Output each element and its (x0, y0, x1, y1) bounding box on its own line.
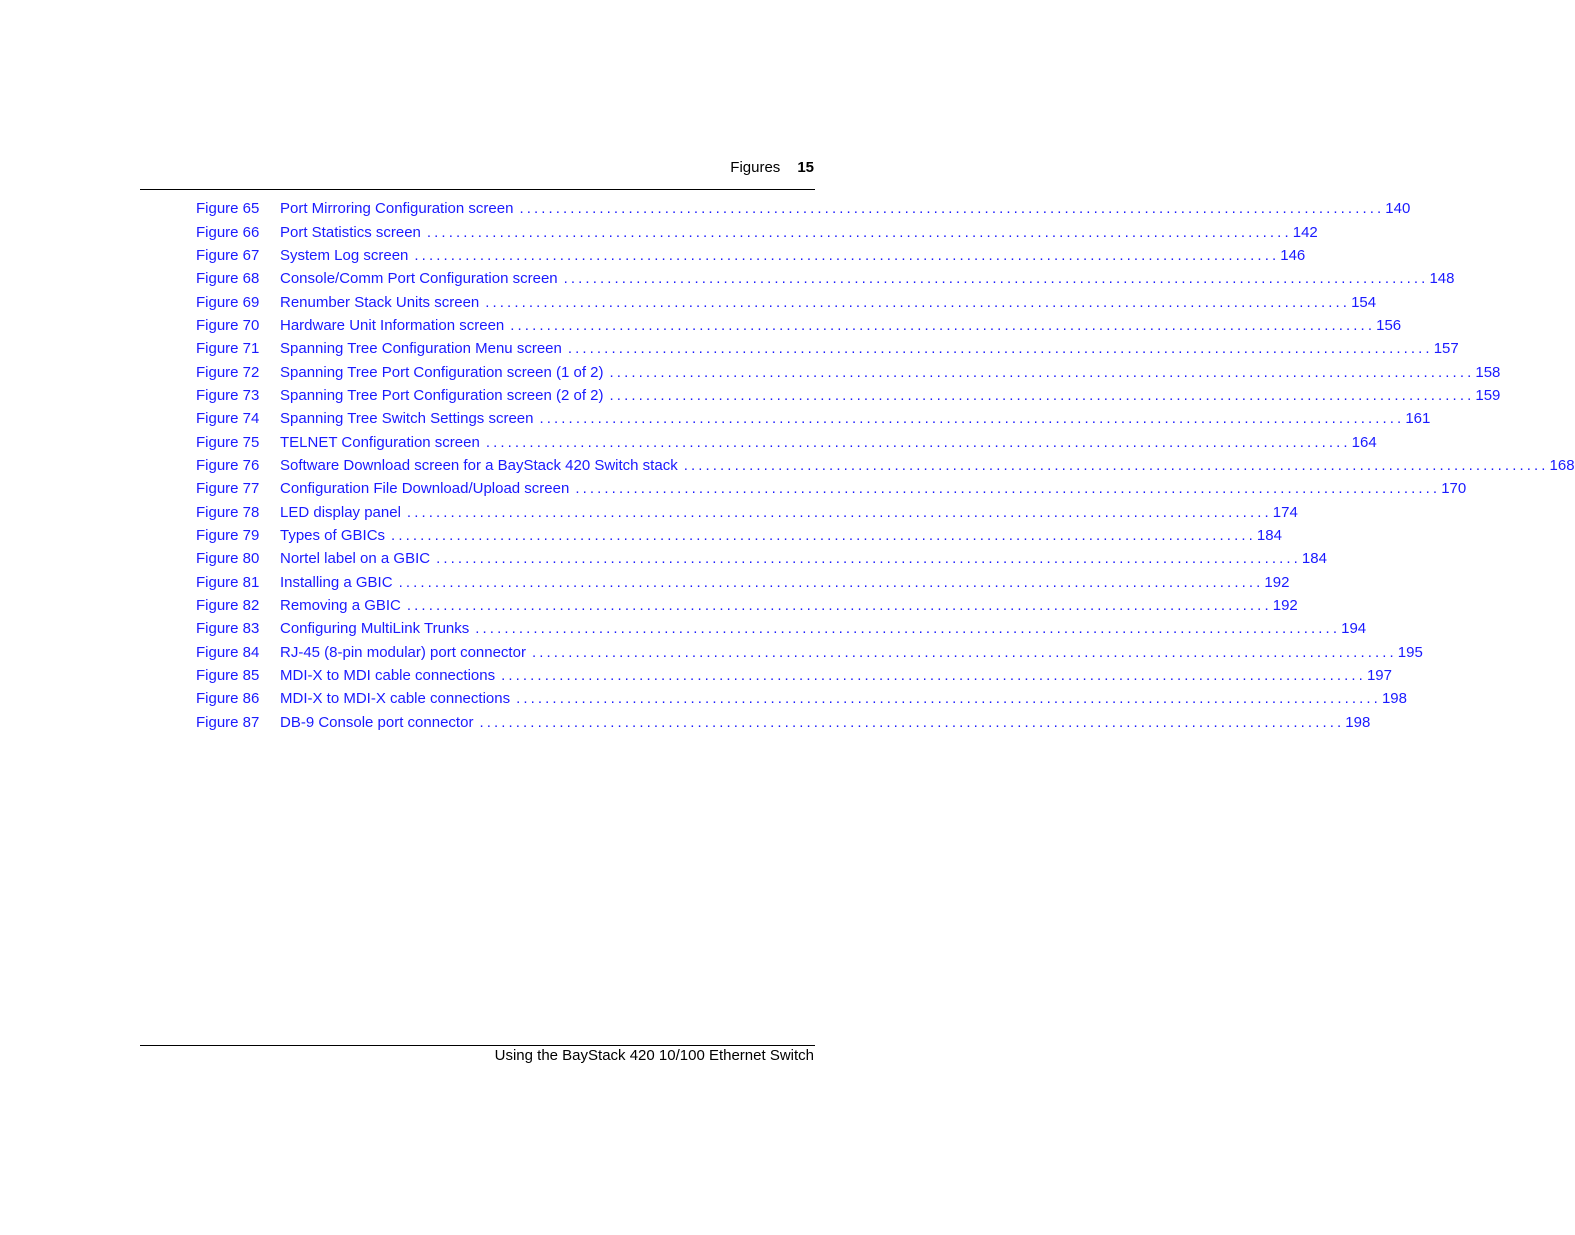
figure-title: Spanning Tree Port Configuration screen (1 of 2) (280, 363, 604, 381)
figure-label: Figure 80 (196, 550, 260, 568)
figure-title: Console/Comm Port Configuration screen (280, 270, 558, 288)
dot-leader: ....................................................................................................................... (391, 526, 1256, 544)
toc-entry-link[interactable] (196, 711, 1371, 734)
toc-entry-link[interactable] (196, 267, 1455, 290)
figure-title: Configuring MultiLink Trunks (280, 620, 470, 638)
figure-label: Figure 81 (196, 573, 260, 591)
toc-entry-link[interactable] (196, 360, 1501, 383)
figure-label: Figure 82 (196, 597, 260, 615)
figure-label: Figure 67 (196, 246, 260, 264)
figure-label: Figure 73 (196, 386, 260, 404)
figure-label: Figure 86 (196, 690, 260, 708)
figure-title: MDI-X to MDI cable connections (280, 667, 496, 685)
page-number: 164 (1351, 433, 1377, 451)
page-number: 140 (1385, 200, 1411, 218)
figure-label: Figure 84 (196, 643, 260, 661)
figure-label: Figure 76 (196, 456, 260, 474)
figure-title: Nortel label on a GBIC (280, 550, 431, 568)
dot-leader: ....................................................................................................................... (575, 480, 1441, 498)
figure-label: Figure 68 (196, 270, 260, 288)
figure-title: Spanning Tree Switch Settings screen (280, 410, 534, 428)
dot-leader: ....................................................................................................................... (563, 270, 1429, 288)
toc-entry-link[interactable] (196, 454, 1575, 477)
figure-title: Hardware Unit Information screen (280, 316, 505, 334)
dot-leader: ....................................................................................................................... (406, 597, 1272, 615)
page-number: 161 (1405, 410, 1431, 428)
toc-entry-link[interactable] (196, 617, 1367, 640)
figure-title: TELNET Configuration screen (280, 433, 480, 451)
figure-title: Software Download screen for a BayStack 420 Switch stack (280, 456, 678, 474)
dot-leader: ....................................................................................................................... (501, 667, 1366, 685)
figure-label: Figure 71 (196, 340, 260, 358)
dot-leader: ....................................................................................................................... (516, 690, 1381, 708)
page-footer: Using the BayStack 420 10/100 Ethernet Switch (494, 1047, 814, 1064)
toc-entry-link[interactable] (196, 220, 1318, 243)
dot-leader: ....................................................................................................................... (567, 340, 1433, 358)
toc-entry-link[interactable] (196, 407, 1431, 430)
figure-title: Renumber Stack Units screen (280, 293, 480, 311)
figure-label: Figure 72 (196, 363, 260, 381)
dot-leader: ....................................................................................................................... (485, 293, 1351, 311)
toc-entry-link[interactable] (196, 290, 1377, 313)
figure-label: Figure 75 (196, 433, 260, 451)
toc-entry-link[interactable] (196, 430, 1377, 453)
toc-entry-link[interactable] (196, 244, 1306, 267)
toc-entry-link[interactable] (196, 571, 1290, 594)
figure-label: Figure 87 (196, 713, 260, 731)
dot-leader: ....................................................................................................................... (414, 246, 1280, 264)
page-number: 194 (1341, 620, 1367, 638)
header-rule (140, 189, 815, 190)
dot-leader: ....................................................................................................................... (436, 550, 1301, 568)
toc-entry-link[interactable] (196, 547, 1327, 570)
page-number: 142 (1292, 223, 1318, 241)
toc-entry-link[interactable] (196, 664, 1392, 687)
figure-title: Port Mirroring Configuration screen (280, 200, 514, 218)
figure-label: Figure 83 (196, 620, 260, 638)
dot-leader: ....................................................................................................................... (485, 433, 1351, 451)
figure-title: Port Statistics screen (280, 223, 421, 241)
toc-entry-link[interactable] (196, 314, 1402, 337)
page-number: 192 (1272, 597, 1298, 615)
figure-label: Figure 74 (196, 410, 260, 428)
figure-title: Spanning Tree Port Configuration screen (2 of 2) (280, 386, 604, 404)
page-number: 195 (1397, 643, 1423, 661)
figure-label: Figure 77 (196, 480, 260, 498)
figure-title: Installing a GBIC (280, 573, 393, 591)
page-number: 168 (1549, 456, 1575, 474)
page-number: 184 (1256, 526, 1282, 544)
figure-title: Spanning Tree Configuration Menu screen (280, 340, 562, 358)
toc-entry-link[interactable] (196, 594, 1298, 617)
figure-label: Figure 65 (196, 200, 260, 218)
toc-entry-link[interactable] (196, 641, 1423, 664)
page-number: 197 (1366, 667, 1392, 685)
toc-entry-link[interactable] (196, 384, 1501, 407)
figure-title: LED display panel (280, 503, 401, 521)
figure-label: Figure 69 (196, 293, 260, 311)
figure-title: Configuration File Download/Upload screen (280, 480, 570, 498)
figure-label: Figure 70 (196, 316, 260, 334)
page-number: 192 (1264, 573, 1290, 591)
dot-leader: ....................................................................................................................... (683, 456, 1549, 474)
page-number: 146 (1280, 246, 1306, 264)
toc-entry-link[interactable] (196, 500, 1298, 523)
figure-title: Removing a GBIC (280, 597, 401, 615)
page-number: 154 (1351, 293, 1377, 311)
dot-leader: ....................................................................................................................... (475, 620, 1341, 638)
dot-leader: ....................................................................................................................... (609, 386, 1475, 404)
figure-label: Figure 85 (196, 667, 260, 685)
figure-label: Figure 79 (196, 526, 260, 544)
toc-entry-link[interactable] (196, 337, 1459, 360)
footer-rule (140, 1045, 815, 1046)
figure-label: Figure 78 (196, 503, 260, 521)
header-section-title: Figures (730, 158, 781, 176)
figure-label: Figure 66 (196, 223, 260, 241)
page-number: 170 (1441, 480, 1467, 498)
page-number: 156 (1376, 316, 1402, 334)
page-number: 158 (1475, 363, 1501, 381)
dot-leader: ....................................................................................................................... (531, 643, 1397, 661)
dot-leader: ....................................................................................................................... (398, 573, 1264, 591)
figure-title: MDI-X to MDI-X cable connections (280, 690, 511, 708)
figure-title: RJ-45 (8-pin modular) port connector (280, 643, 526, 661)
dot-leader: ....................................................................................................................... (426, 223, 1292, 241)
header-page-number: 15 (797, 158, 814, 176)
dot-leader: ....................................................................................................................... (609, 363, 1475, 381)
toc-entry-link[interactable] (196, 477, 1467, 500)
page-number: 198 (1381, 690, 1407, 708)
page-number: 184 (1301, 550, 1327, 568)
page-header (140, 156, 814, 178)
dot-leader: ....................................................................................................................... (510, 316, 1376, 334)
figure-title: DB-9 Console port connector (280, 713, 474, 731)
page-number: 159 (1475, 386, 1501, 404)
figure-title: Types of GBICs (280, 526, 386, 544)
toc-entry-link[interactable] (196, 524, 1282, 547)
list-of-figures (196, 197, 1575, 734)
dot-leader: ....................................................................................................................... (519, 200, 1385, 218)
page-number: 148 (1429, 270, 1455, 288)
toc-entry-link[interactable] (196, 197, 1411, 220)
dot-leader: ....................................................................................................................... (406, 503, 1272, 521)
figure-title: System Log screen (280, 246, 409, 264)
page-number: 157 (1433, 340, 1459, 358)
page-number: 174 (1272, 503, 1298, 521)
dot-leader: ....................................................................................................................... (539, 410, 1405, 428)
dot-leader: ....................................................................................................................... (479, 713, 1345, 731)
toc-entry-link[interactable] (196, 687, 1407, 710)
page-number: 198 (1345, 713, 1371, 731)
